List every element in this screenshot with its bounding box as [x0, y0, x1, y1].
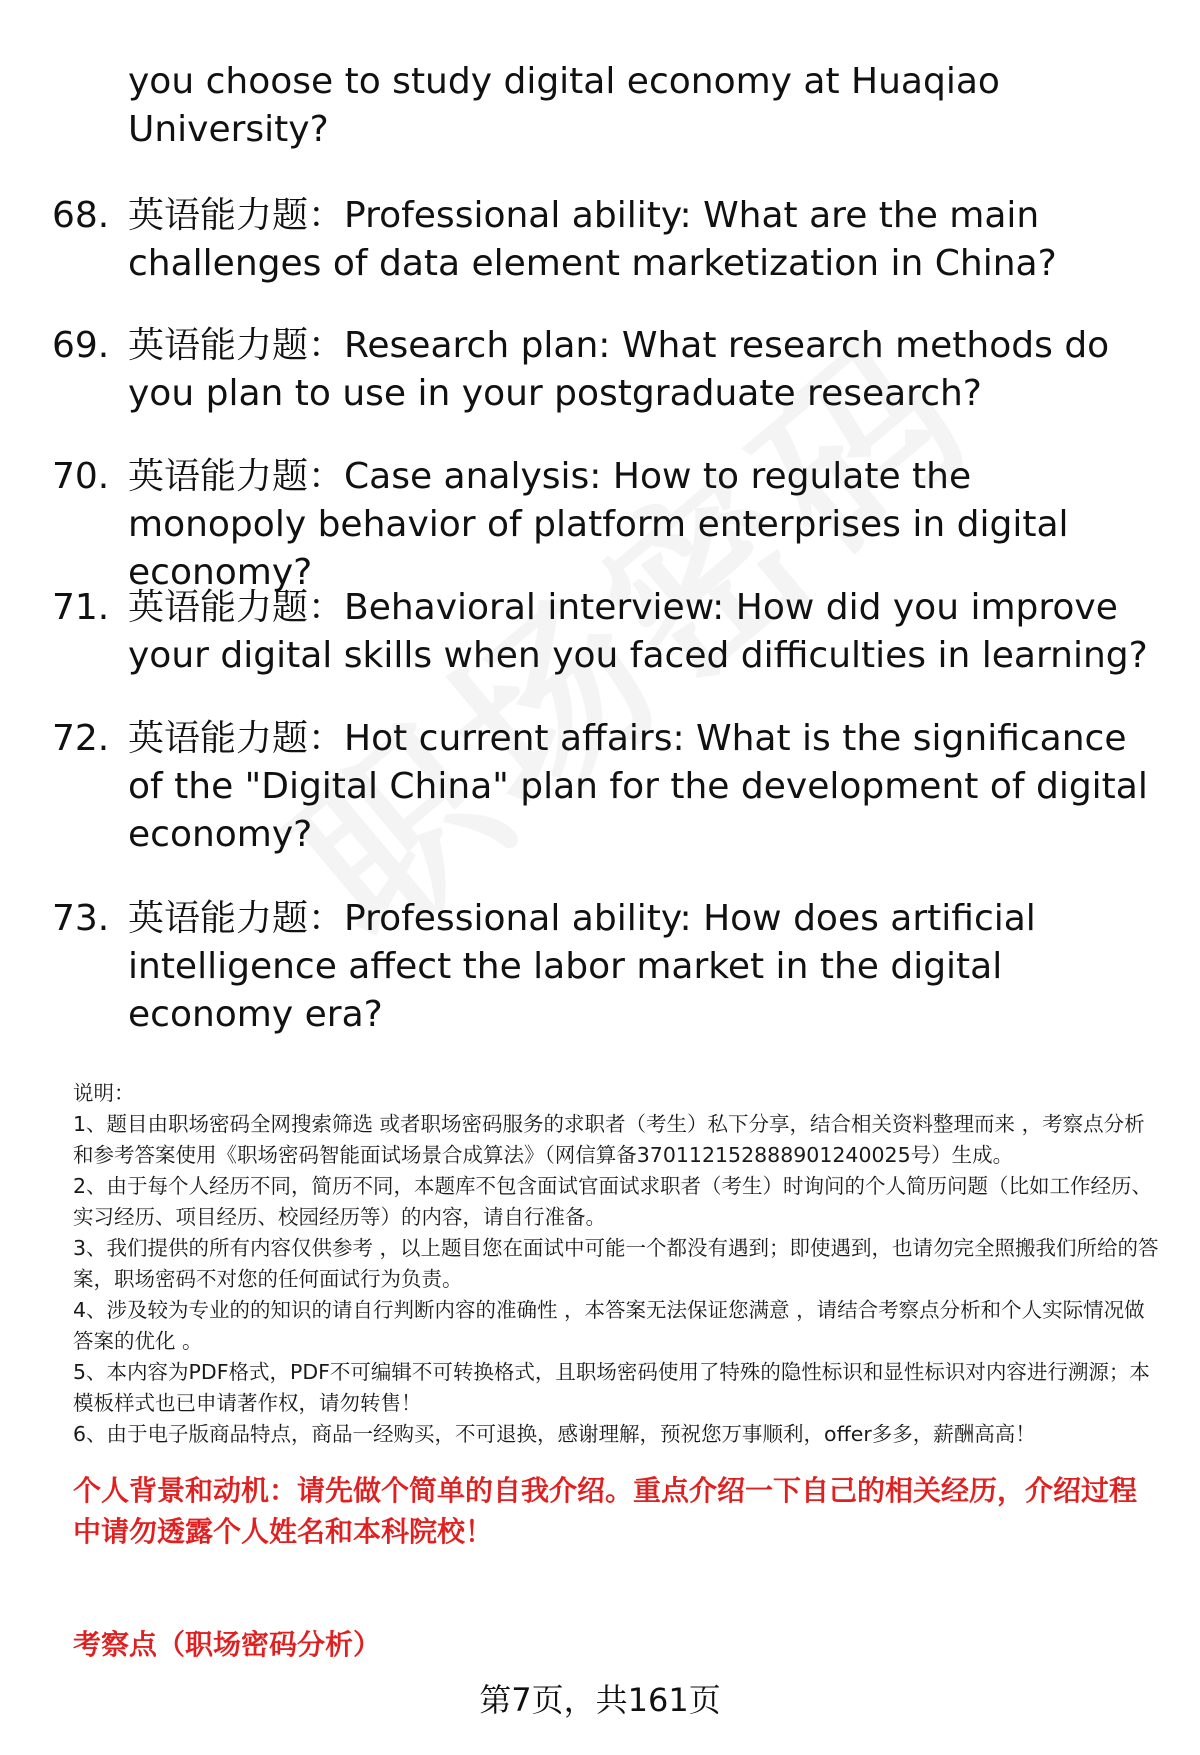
question-text: 英语能力题：Professional ability: How does artificial intelligence affect the labor market in the digital economy era?: [128, 898, 1036, 1035]
question-number: 71.: [52, 587, 110, 628]
question-number: 73.: [52, 898, 110, 939]
question-text: 英语能力题：Professional ability: What are the main challenges of data element marketization in China?: [128, 195, 1057, 284]
question-number: 69.: [52, 325, 110, 366]
question-text: 英语能力题：Behavioral interview: How did you improve your digital skills when you faced difficulties in learning?: [128, 587, 1148, 676]
analysis-section-title: 考察点（职场密码分析）: [73, 1628, 382, 1661]
note-item: 5、本内容为PDF格式，PDF不可编辑不可转换格式，且职场密码使用了特殊的隐性标识和显性标识对内容进行溯源；本模板样式也已申请著作权，请勿转售！: [73, 1360, 1150, 1415]
note-item: 1、题目由职场密码全网搜索筛选 或者职场密码服务的求职者（考生）私下分享，结合相关资料整理而来 ，考察点分析和参考答案使用《职场密码智能面试场景合成算法》（网信算备370112152888901240025号）生成。: [73, 1112, 1145, 1167]
question-number: 68.: [52, 195, 110, 236]
note-item: 6、由于电子版商品特点，商品一经购买，不可退换，感谢理解，预祝您万事顺利，offer多多，薪酬高高！: [73, 1422, 1036, 1446]
question-text: 英语能力题：Case analysis: How to regulate the monopoly behavior of platform enterprises in digital economy?: [128, 456, 1069, 593]
note-item: 4、涉及较为专业的的知识的请自行判断内容的准确性 ，本答案无法保证您满意 ，请结合考察点分析和个人实际情况做答案的优化 。: [73, 1298, 1145, 1353]
page-number: 第7页，共161页: [479, 1681, 721, 1719]
question-number: 70.: [52, 456, 110, 497]
question-text: 英语能力题：Research plan: What research methods do you plan to use in your postgraduate research?: [128, 325, 1110, 414]
notes-title: 说明：: [73, 1081, 135, 1105]
note-item: 2、由于每个人经历不同，简历不同，本题库不包含面试官面试求职者（考生）时询问的个人简历问题（比如工作经历、实习经历、项目经历、校园经历等）的内容，请自行准备。: [73, 1174, 1153, 1229]
question-text: 英语能力题：Hot current affairs: What is the significance of the "Digital China" plan for the development of digital economy?: [128, 718, 1148, 855]
question-number: 72.: [52, 718, 110, 759]
question-continuation: you choose to study digital economy at Huaqiao University?: [128, 61, 1000, 150]
interview-prompt: 个人背景和动机：请先做个简单的自我介绍。重点介绍一下自己的相关经历，介绍过程中请勿透露个人姓名和本科院校！: [73, 1474, 1138, 1548]
notes-section: [73, 1078, 1163, 1450]
note-item: 3、我们提供的所有内容仅供参考 ，以上题目您在面试中可能一个都没有遇到；即使遇到，也请勿完全照搬我们所给的答案，职场密码不对您的任何面试行为负责。: [73, 1236, 1159, 1291]
